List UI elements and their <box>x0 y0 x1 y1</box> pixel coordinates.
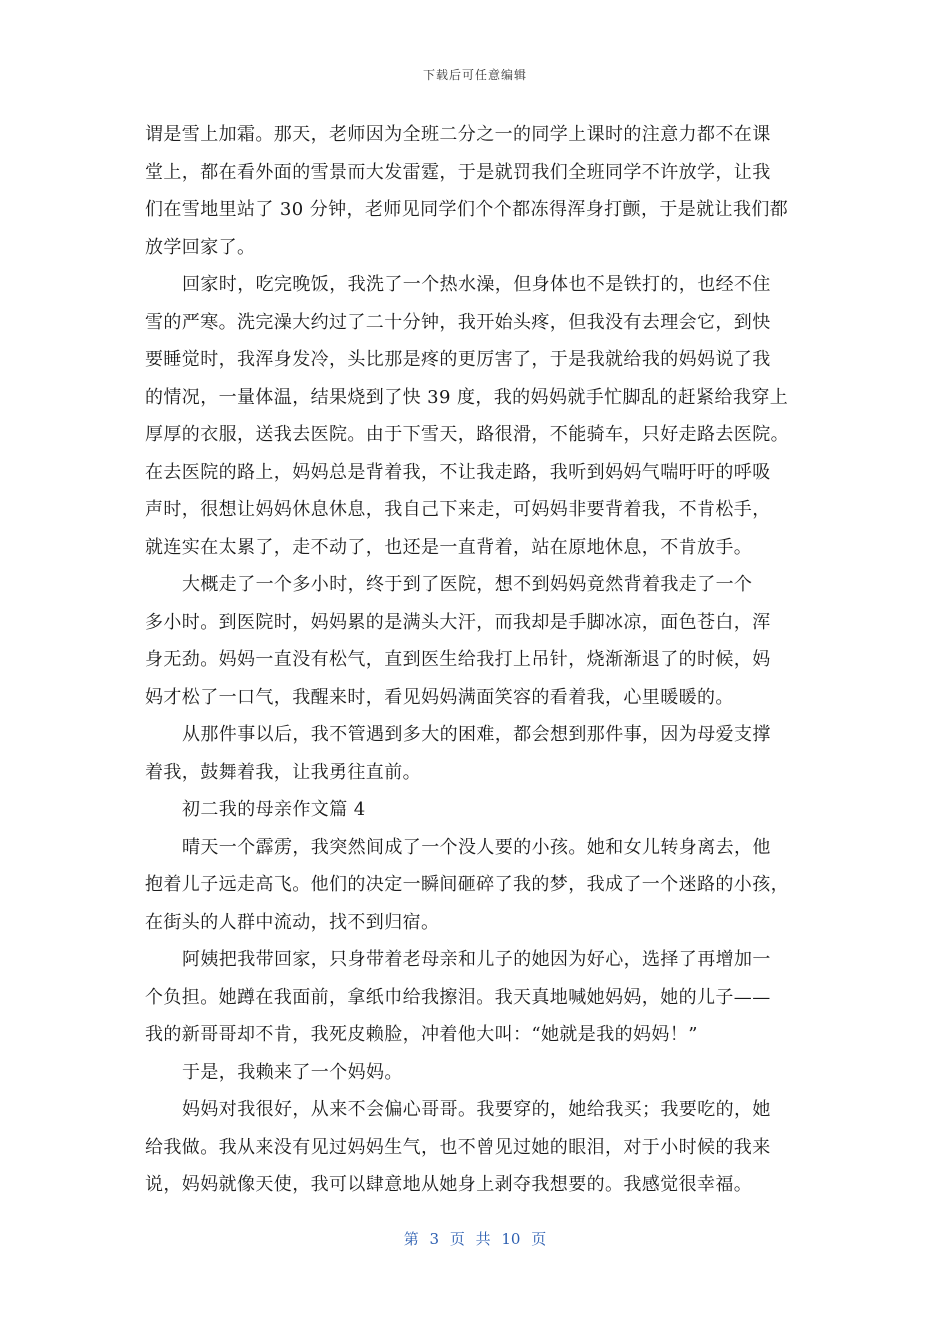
text-line: 从那件事以后，我不管遇到多大的困难，都会想到那件事，因为母爱支撑 <box>182 724 771 745</box>
text-line: 于是，我赖来了一个妈妈。 <box>182 1061 403 1083</box>
text-line: 们在雪地里站了 30 分钟，老师见同学们个个都冻得浑身打颤，于是就让我们都 <box>145 199 789 220</box>
text-line: 个负担。她蹲在我面前，拿纸巾给我擦泪。我天真地喊她妈妈，她的儿子—— <box>145 986 771 1008</box>
text-line: 放学回家了。 <box>145 236 256 258</box>
text-line: 在街头的人群中流动，找不到归宿。 <box>145 911 440 933</box>
page-number-footer: 第 3 页 共 10 页 <box>403 1230 547 1248</box>
text-line: 抱着儿子远走高飞。他们的决定一瞬间砸碎了我的梦，我成了一个迷路的小孩， <box>145 874 789 895</box>
text-line: 堂上，都在看外面的雪景而大发雷霆，于是就罚我们全班同学不许放学，让我 <box>145 161 771 183</box>
text-line: 就连实在太累了，走不动了，也还是一直背着，站在原地休息，不肯放手。 <box>145 536 753 558</box>
text-line: 大概走了一个多小时，终于到了医院，想不到妈妈竟然背着我走了一个 <box>182 574 753 595</box>
text-line: 阿姨把我带回家，只身带着老母亲和儿子的她因为好心，选择了再增加一 <box>182 949 771 970</box>
text-line: 声时，很想让妈妈休息休息，我自己下来走，可妈妈非要背着我，不肯松手， <box>145 499 771 520</box>
page-header: 下载后可任意编辑 <box>422 68 527 82</box>
text-line: 晴天一个霹雳，我突然间成了一个没人要的小孩。她和女儿转身离去，他 <box>182 836 771 858</box>
text-line: 要睡觉时，我浑身发冷，头比那是疼的更厉害了，于是我就给我的妈妈说了我 <box>145 349 771 370</box>
text-line: 厚厚的衣服，送我去医院。由于下雪天，路很滑，不能骑车，只好走路去医院。 <box>145 424 789 445</box>
text-line: 妈妈对我很好，从来不会偏心哥哥。我要穿的，她给我买；我要吃的，她 <box>182 1099 771 1120</box>
text-line: 说，妈妈就像天使，我可以肆意地从她身上剥夺我想要的。我感觉很幸福。 <box>145 1174 753 1195</box>
text-line: 多小时。到医院时，妈妈累的是满头大汗，而我却是手脚冰凉，面色苍白，浑 <box>145 611 771 633</box>
text-line: 谓是雪上加霜。那天，老师因为全班二分之一的同学上课时的注意力都不在课 <box>145 124 771 145</box>
text-line: 的情况，一量体温，结果烧到了快 39 度，我的妈妈就手忙脚乱的赶紧给我穿上 <box>145 386 789 408</box>
text-line: 回家时，吃完晚饭，我洗了一个热水澡，但身体也不是铁打的，也经不住 <box>182 274 771 295</box>
text-line: 我的新哥哥却不肯，我死皮赖脸，冲着他大叫：“她就是我的妈妈！” <box>145 1024 698 1045</box>
text-line: 初二我的母亲作文篇 4 <box>182 799 366 820</box>
document-body <box>145 116 807 1204</box>
text-line: 在去医院的路上，妈妈总是背着我，不让我走路，我听到妈妈气喘吁吁的呼吸 <box>145 461 771 483</box>
text-line: 雪的严寒。洗完澡大约过了二十分钟，我开始头疼，但我没有去理会它，到快 <box>145 311 771 333</box>
text-line: 身无劲。妈妈一直没有松气，直到医生给我打上吊针，烧渐渐退了的时候，妈 <box>145 649 771 670</box>
text-line: 给我做。我从来没有见过妈妈生气，也不曾见过她的眼泪，对于小时候的我来 <box>145 1136 771 1158</box>
text-line: 妈才松了一口气，我醒来时，看见妈妈满面笑容的看着我，心里暖暖的。 <box>145 686 734 708</box>
text-line: 着我，鼓舞着我，让我勇往直前。 <box>145 761 421 783</box>
